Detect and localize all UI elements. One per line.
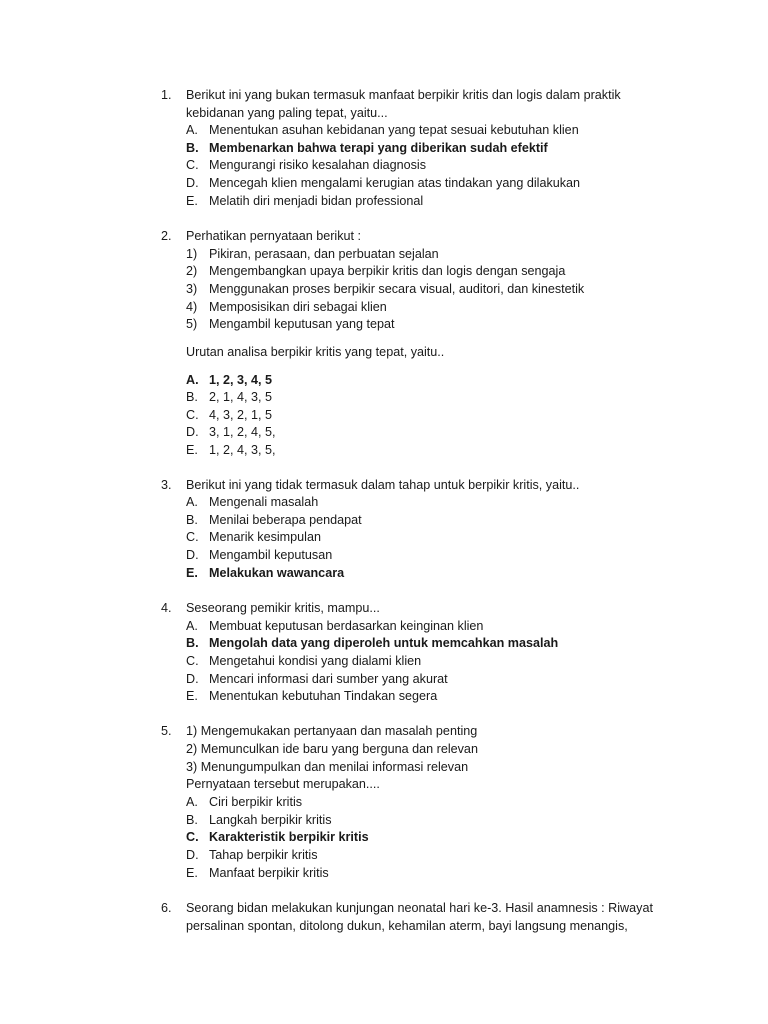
option-text: Mengetahui kondisi yang dialami klien <box>209 654 422 668</box>
option-label: B. <box>186 813 198 827</box>
option-text: Mengenali masalah <box>209 495 319 509</box>
option-label: A. <box>186 373 199 387</box>
question-stem: kebidanan yang paling tepat, yaitu... <box>186 106 388 120</box>
option-text: Mengurangi risiko kesalahan diagnosis <box>209 158 427 172</box>
option-text: Membuat keputusan berdasarkan keinginan klien <box>209 619 484 633</box>
option-label: B. <box>186 513 198 527</box>
statement-text: Mengambil keputusan yang tepat <box>209 317 395 331</box>
option-text: Menentukan asuhan kebidanan yang tepat sesuai kebutuhan klien <box>209 123 579 137</box>
option-label: D. <box>186 848 199 862</box>
statement-text: Menggunakan proses berpikir secara visual, auditori, dan kinestetik <box>209 282 585 296</box>
option-text: Ciri berpikir kritis <box>209 795 303 809</box>
option-text: 4, 3, 2, 1, 5 <box>209 408 273 422</box>
option-text: 1, 2, 4, 3, 5, <box>209 443 276 457</box>
question-stem: Berikut ini yang bukan termasuk manfaat berpikir kritis dan logis dalam praktik <box>186 88 621 102</box>
statement-label: 5) <box>186 317 198 331</box>
question-stem: 2) Memunculkan ide baru yang berguna dan relevan <box>186 742 478 756</box>
option-label: D. <box>186 672 199 686</box>
option-label: E. <box>186 689 198 703</box>
option-text: 3, 1, 2, 4, 5, <box>209 425 276 439</box>
option-text: Melatih diri menjadi bidan professional <box>209 194 424 208</box>
option-text: Langkah berpikir kritis <box>209 813 332 827</box>
statement-label: 3) <box>186 282 198 296</box>
option-label: C. <box>186 408 199 422</box>
question-stem: 3) Menungumpulkan dan menilai informasi relevan <box>186 760 469 774</box>
option-text: Karakteristik berpikir kritis <box>209 830 369 844</box>
option-label: B. <box>186 141 199 155</box>
option-text: Mengolah data yang diperoleh untuk memcahkan masalah <box>209 636 559 650</box>
question-number: 1. <box>161 88 172 102</box>
option-text: Membenarkan bahwa terapi yang diberikan sudah efektif <box>209 141 548 155</box>
statement-label: 4) <box>186 300 198 314</box>
question-stem: Seorang bidan melakukan kunjungan neonatal hari ke-3. Hasil anamnesis : Riwayat <box>186 901 653 915</box>
question-number: 2. <box>161 229 172 243</box>
question-number: 5. <box>161 724 172 738</box>
statement-text: Pikiran, perasaan, dan perbuatan sejalan <box>209 247 439 261</box>
question-number: 4. <box>161 601 172 615</box>
option-label: D. <box>186 548 199 562</box>
option-text: Menilai beberapa pendapat <box>209 513 362 527</box>
option-label: A. <box>186 795 198 809</box>
option-text: Melakukan wawancara <box>209 566 345 580</box>
option-label: C. <box>186 530 199 544</box>
question-stem: Pernyataan tersebut merupakan.... <box>186 777 380 791</box>
option-label: C. <box>186 654 199 668</box>
option-label: E. <box>186 566 198 580</box>
question-number: 6. <box>161 901 172 915</box>
question-number: 3. <box>161 478 172 492</box>
option-text: Menentukan kebutuhan Tindakan segera <box>209 689 438 703</box>
statement-text: Memposisikan diri sebagai klien <box>209 300 387 314</box>
option-label: E. <box>186 443 198 457</box>
option-label: B. <box>186 636 199 650</box>
option-label: C. <box>186 158 199 172</box>
option-label: B. <box>186 390 198 404</box>
option-label: D. <box>186 425 199 439</box>
statement-label: 2) <box>186 264 198 278</box>
option-label: C. <box>186 830 199 844</box>
option-text: Menarik kesimpulan <box>209 530 321 544</box>
statement-label: 1) <box>186 247 198 261</box>
option-text: Mengambil keputusan <box>209 548 333 562</box>
option-label: A. <box>186 619 198 633</box>
option-label: E. <box>186 866 198 880</box>
option-label: D. <box>186 176 199 190</box>
question-stem: persalinan spontan, ditolong dukun, kehamilan aterm, bayi langsung menangis, <box>186 919 628 933</box>
option-text: 1, 2, 3, 4, 5 <box>209 373 273 387</box>
option-label: E. <box>186 194 198 208</box>
option-text: 2, 1, 4, 3, 5 <box>209 390 273 404</box>
question-prompt: Urutan analisa berpikir kritis yang tepat, yaitu.. <box>186 345 445 359</box>
option-text: Mencegah klien mengalami kerugian atas tindakan yang dilakukan <box>209 176 581 190</box>
question-stem: Berikut ini yang tidak termasuk dalam tahap untuk berpikir kritis, yaitu.. <box>186 478 580 492</box>
question-stem: Perhatikan pernyataan berikut : <box>186 229 362 243</box>
option-label: A. <box>186 123 198 137</box>
option-text: Mencari informasi dari sumber yang akurat <box>209 672 448 686</box>
option-text: Tahap berpikir kritis <box>209 848 318 862</box>
option-text: Manfaat berpikir kritis <box>209 866 329 880</box>
option-label: A. <box>186 495 198 509</box>
question-stem: 1) Mengemukakan pertanyaan dan masalah penting <box>186 724 478 738</box>
question-stem: Seseorang pemikir kritis, mampu... <box>186 601 380 615</box>
statement-text: Mengembangkan upaya berpikir kritis dan logis dengan sengaja <box>209 264 566 278</box>
